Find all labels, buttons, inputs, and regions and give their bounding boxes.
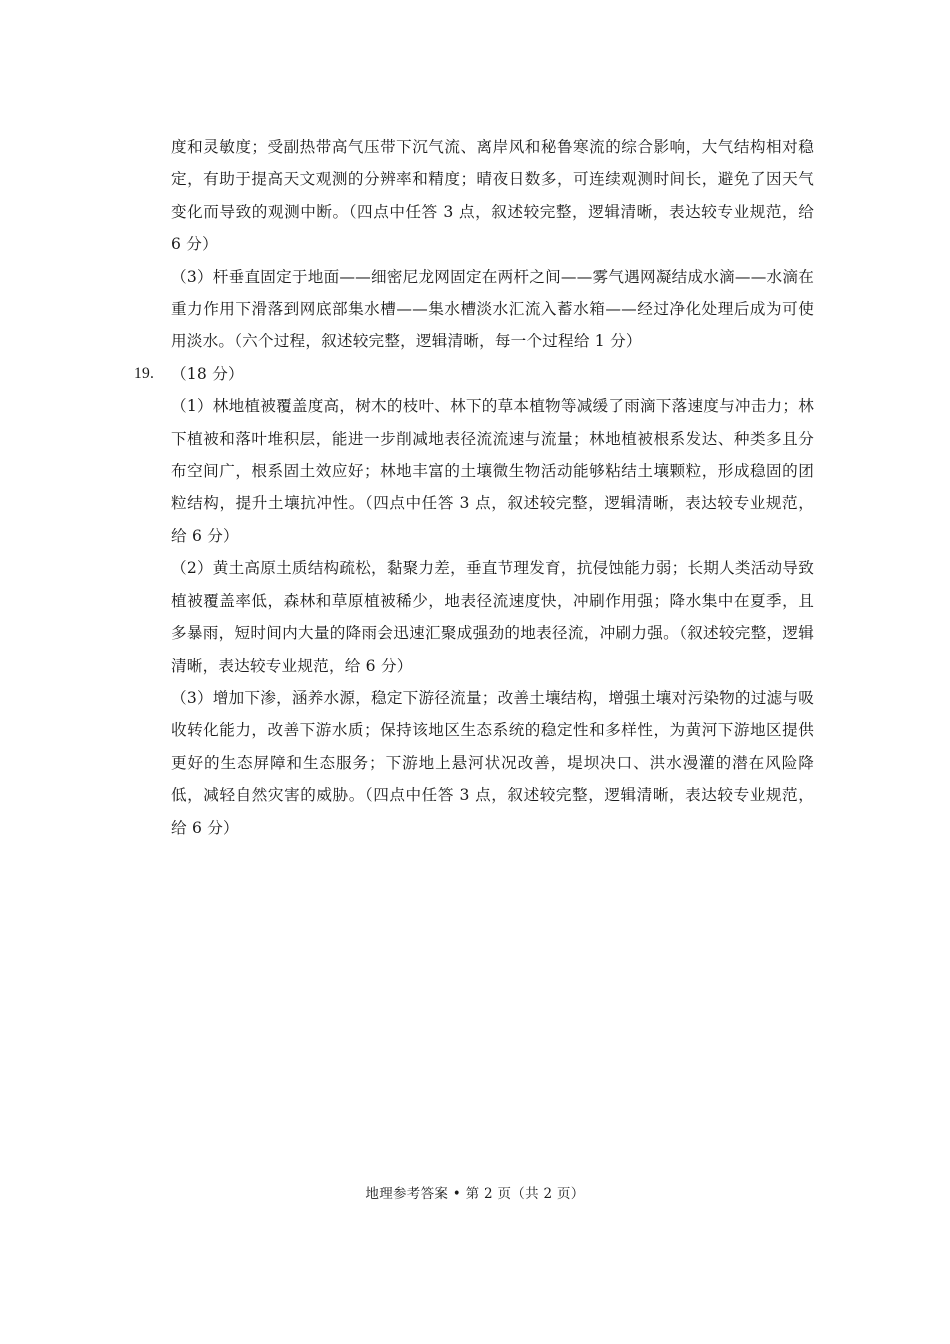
question-19-points: （18 分） [171, 364, 244, 383]
answer-content [134, 131, 814, 844]
question-19 [134, 358, 814, 390]
page-footer: 地理参考答案 • 第 2 页（共 2 页） [365, 1186, 585, 1202]
answer-19-1: （1）林地植被覆盖度高，树木的枝叶、林下的草本植物等减缓了雨滴下落速度与冲击力；林下植被和落叶堆积层，能进一步削减地表径流流速与流量；林地植被根系发达、种类多且分布空间广，根系固土效应好；林地丰富的土壤微生物活动能够粘结土壤颗粒，形成稳固的团粒结构，提升土壤抗冲性。（四点中任答 3 点，叙述较完整，逻辑清晰，表达较专业规范，给 6 分） [171, 397, 814, 545]
answer-18-2-continuation: 度和灵敏度；受副热带高气压带下沉气流、离岸风和秘鲁寒流的综合影响，大气结构相对稳定，有助于提高天文观测的分辨率和精度；晴夜日数多，可连续观测时间长，避免了因天气变化而导致的观测中断。（四点中任答 3 点，叙述较完整，逻辑清晰，表达较专业规范，给 6 分） [171, 138, 814, 254]
answer-18-3: （3）杆垂直固定于地面——细密尼龙网固定在两杆之间——雾气遇网凝结成水滴——水滴在重力作用下滑落到网底部集水槽——集水槽淡水汇流入蓄水箱——经过净化处理后成为可使用淡水。（六个过程，叙述较完整，逻辑清晰，每一个过程给 1 分） [171, 267, 814, 351]
answer-19-3: （3）增加下渗，涵养水源，稳定下游径流量；改善土壤结构，增强土壤对污染物的过滤与吸收转化能力，改善下游水质；保持该地区生态系统的稳定性和多样性，为黄河下游地区提供更好的生态屏障和生态服务；下游地上悬河状况改善，堤坝决口、洪水漫灌的潜在风险降低，减轻自然灾害的威胁。（四点中任答 3 点，叙述较完整，逻辑清晰，表达较专业规范，给 6 分） [171, 688, 814, 837]
question-19-number: 19. [134, 364, 155, 382]
answer-19-2: （2）黄土高原土质结构疏松，黏聚力差，垂直节理发育，抗侵蚀能力弱；长期人类活动导致植被覆盖率低，森林和草原植被稀少，地表径流速度快，冲刷作用强；降水集中在夏季，且多暴雨，短时间内大量的降雨会迅速汇聚成强劲的地表径流，冲刷力强。（叙述较完整，逻辑清晰，表达较专业规范，给 6 分） [171, 559, 814, 675]
